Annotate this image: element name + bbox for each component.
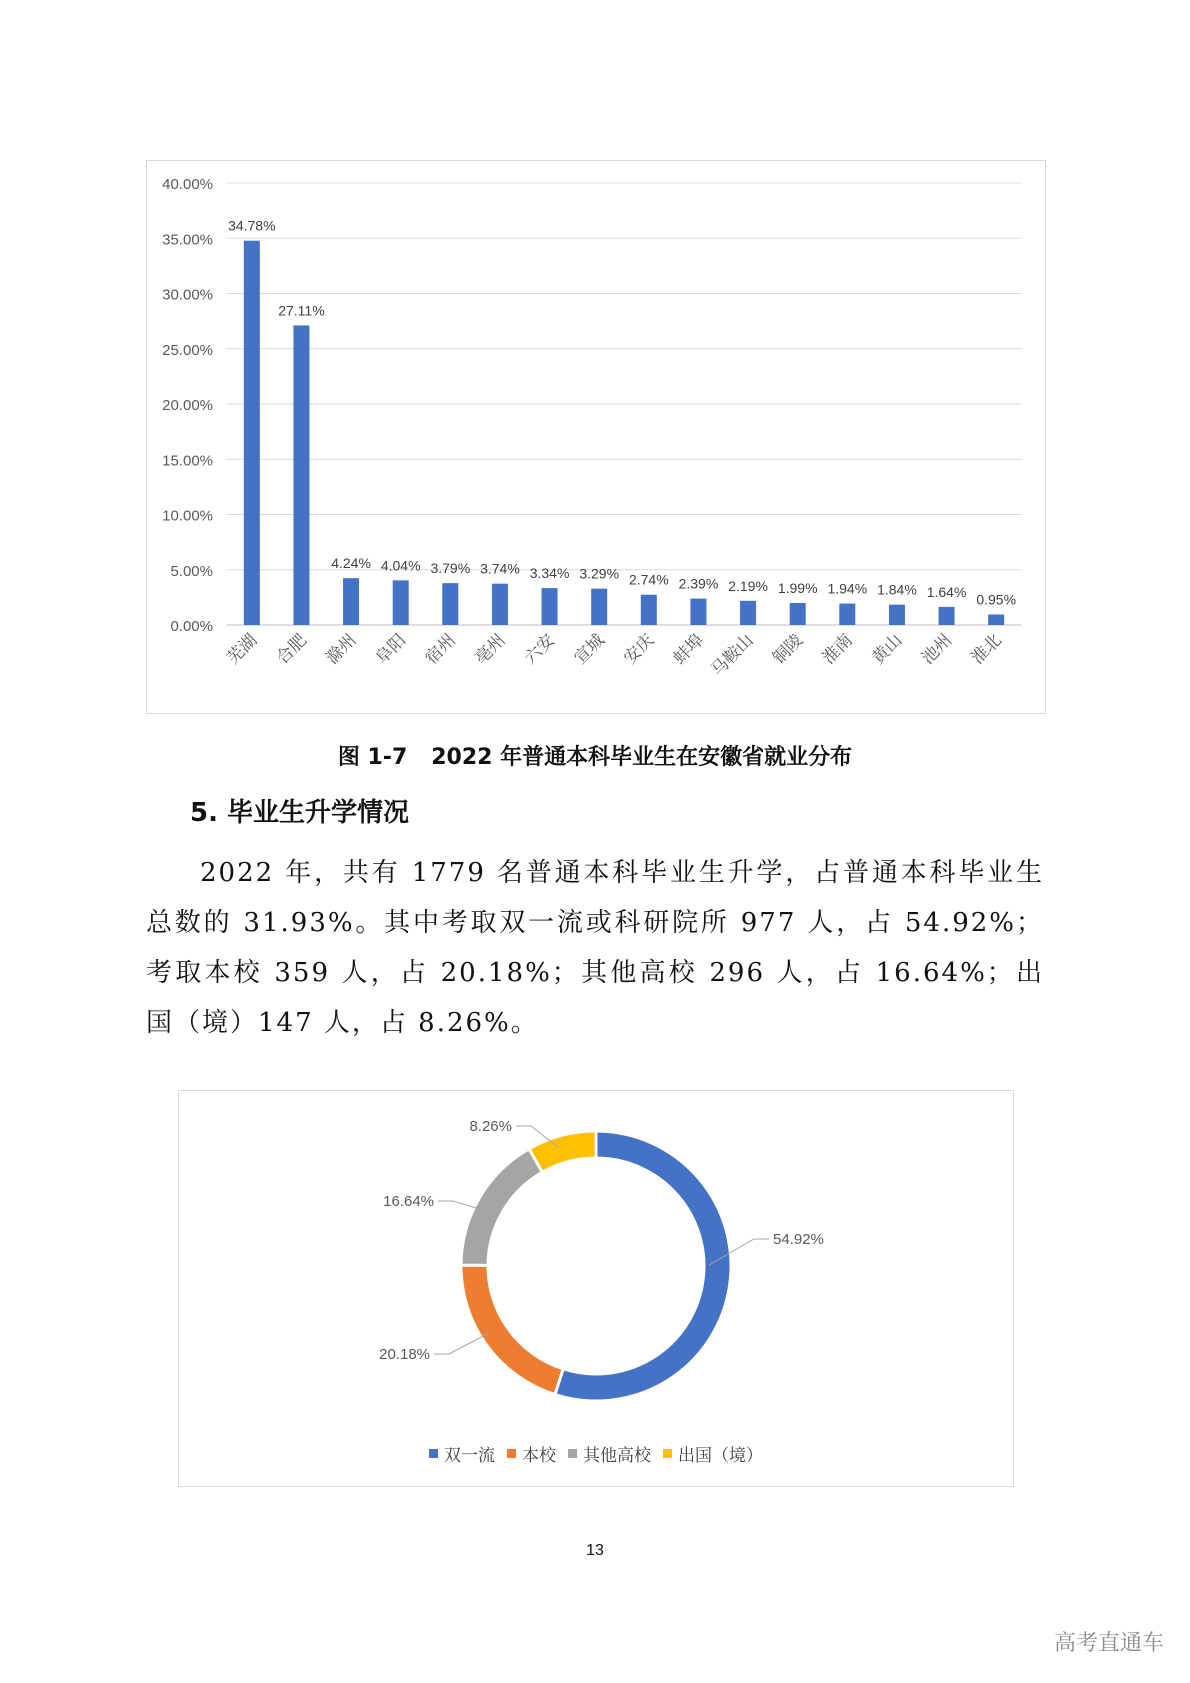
y-tick-label: 25.00% bbox=[162, 341, 213, 359]
bar bbox=[591, 589, 607, 625]
legend-swatch bbox=[507, 1449, 516, 1458]
body-paragraph: 2022 年，共有 1779 名普通本科毕业生升学，占普通本科毕业生总数的 31.93%。其中考取双一流或科研院所 977 人，占 54.92%；考取本校 359 人，占 20.18%；其他高校 296 人，占 16.64%；出国（境）147 人，占 8.26%。 bbox=[146, 858, 1044, 1038]
donut-slice bbox=[529, 1131, 596, 1172]
further-study-donut-chart bbox=[178, 1090, 1014, 1487]
bar-chart-svg bbox=[147, 161, 1045, 713]
bar-data-label: 3.79% bbox=[430, 560, 471, 577]
bar bbox=[492, 584, 508, 625]
leader-line bbox=[438, 1201, 476, 1208]
bar bbox=[839, 604, 855, 625]
x-category-label: 宿州 bbox=[421, 630, 460, 668]
donut-data-label: 8.26% bbox=[469, 1118, 512, 1135]
bar bbox=[343, 578, 359, 625]
bar bbox=[442, 583, 458, 625]
y-tick-label: 15.00% bbox=[162, 452, 213, 470]
bar bbox=[641, 595, 657, 625]
y-tick-label: 20.00% bbox=[162, 397, 213, 414]
watermark-text: 高考直通车 bbox=[1053, 1631, 1164, 1656]
x-category-label: 马鞍山 bbox=[707, 630, 757, 680]
donut-data-label: 16.64% bbox=[383, 1193, 434, 1210]
figure-number: 图 1-7 bbox=[337, 745, 408, 770]
donut-data-label: 20.18% bbox=[379, 1346, 430, 1363]
x-category-label: 淮北 bbox=[967, 630, 1006, 668]
bar bbox=[889, 605, 905, 625]
bar-data-label: 4.04% bbox=[380, 557, 421, 574]
legend-label: 其他高校 bbox=[583, 1446, 651, 1465]
bar-data-label: 34.78% bbox=[228, 217, 276, 234]
legend-label: 双一流 bbox=[444, 1446, 495, 1465]
bar bbox=[939, 607, 955, 625]
x-category-label: 黄山 bbox=[868, 630, 906, 668]
bar-data-label: 0.95% bbox=[976, 591, 1017, 608]
figure-title: 2022 年普通本科毕业生在安徽省就业分布 bbox=[431, 745, 853, 770]
x-category-label: 宣城 bbox=[570, 630, 609, 668]
donut-slice bbox=[555, 1131, 731, 1401]
x-category-label: 亳州 bbox=[471, 630, 509, 668]
legend-label: 出国（境） bbox=[678, 1446, 763, 1465]
bar bbox=[393, 580, 409, 625]
bar-data-label: 2.74% bbox=[628, 571, 669, 588]
bar bbox=[690, 599, 706, 625]
donut-slice bbox=[461, 1265, 563, 1394]
x-category-label: 六安 bbox=[520, 630, 559, 668]
bar bbox=[790, 603, 806, 625]
y-tick-label: 30.00% bbox=[162, 286, 213, 304]
section-heading: 5. 毕业生升学情况 bbox=[190, 798, 410, 828]
employment-bar-chart bbox=[146, 160, 1046, 714]
legend-label: 本校 bbox=[522, 1446, 556, 1465]
y-tick-label: 5.00% bbox=[170, 562, 213, 580]
x-category-label: 合肥 bbox=[272, 630, 311, 668]
bar-data-label: 4.24% bbox=[331, 555, 371, 572]
x-category-label: 淮南 bbox=[818, 630, 857, 668]
x-category-label: 滁州 bbox=[322, 630, 360, 668]
bar-data-label: 1.99% bbox=[777, 580, 818, 597]
bar-data-label: 3.29% bbox=[579, 565, 620, 582]
bar bbox=[740, 601, 756, 625]
legend-swatch bbox=[429, 1449, 438, 1458]
bar-data-label: 3.34% bbox=[529, 565, 570, 582]
x-category-label: 池州 bbox=[917, 630, 956, 668]
bar-data-label: 2.39% bbox=[678, 575, 719, 592]
bar-data-label: 3.74% bbox=[480, 560, 520, 577]
legend-swatch bbox=[568, 1449, 577, 1458]
bar-data-label: 2.19% bbox=[728, 577, 768, 594]
x-category-label: 阜阳 bbox=[372, 630, 410, 668]
x-category-label: 安庆 bbox=[620, 630, 658, 668]
page-number: 13 bbox=[586, 1542, 604, 1559]
donut-chart-svg bbox=[179, 1091, 1013, 1486]
y-tick-label: 35.00% bbox=[162, 231, 213, 249]
x-category-label: 铜陵 bbox=[769, 630, 807, 668]
donut-data-label: 54.92% bbox=[773, 1231, 824, 1248]
figure-caption bbox=[0, 740, 1190, 771]
x-category-label: 芜湖 bbox=[223, 630, 261, 668]
y-tick-label: 40.00% bbox=[162, 176, 213, 193]
legend-swatch bbox=[663, 1449, 672, 1458]
bar bbox=[542, 588, 558, 625]
y-tick-label: 10.00% bbox=[162, 507, 213, 525]
x-category-label: 蚌埠 bbox=[669, 630, 708, 668]
bar-data-label: 1.94% bbox=[827, 580, 868, 597]
bar-data-label: 27.11% bbox=[278, 302, 325, 319]
bar bbox=[293, 325, 309, 625]
bar-data-label: 1.84% bbox=[877, 581, 917, 598]
bar-data-label: 1.64% bbox=[926, 583, 967, 600]
bar bbox=[244, 241, 260, 625]
y-tick-label: 0.00% bbox=[170, 618, 213, 635]
bar bbox=[988, 615, 1004, 625]
